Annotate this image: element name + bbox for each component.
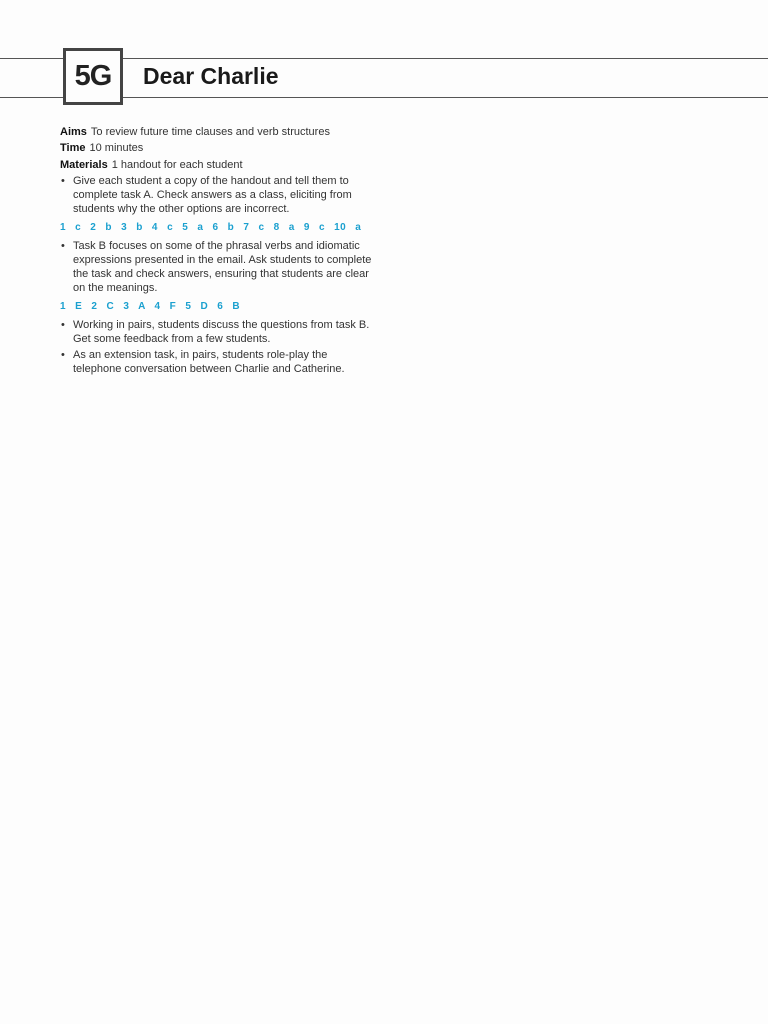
materials-text: 1 handout for each student — [111, 158, 243, 171]
instruction-bullet — [60, 348, 378, 376]
bullet-icon: • — [61, 319, 65, 332]
instruction-text: As an extension task, in pairs, students role-play the telephone conversation between Charlie and Catherine. — [73, 349, 345, 376]
instruction-text: Give each student a copy of the handout and tell them to complete task A. Check answers as a class, eliciting from students why the other options are incorrect. — [73, 175, 352, 216]
instruction-text: Working in pairs, students discuss the questions from task B. Get some feedback from a few students. — [73, 319, 370, 346]
answer-key-task-b: 1 E 2 C 3 A 4 F 5 D 6 B — [60, 301, 241, 313]
answer-key-task-a: 1 c 2 b 3 b 4 c 5 a 6 b 7 c 8 a 9 c 10 a — [60, 222, 362, 234]
instruction-bullet — [60, 239, 378, 295]
bullet-icon: • — [61, 349, 65, 362]
instruction-bullet — [60, 174, 378, 216]
time-line — [60, 141, 378, 155]
aims-line — [60, 125, 378, 139]
instruction-bullet — [60, 318, 378, 346]
bullet-icon: • — [61, 175, 65, 188]
materials-label: Materials — [60, 158, 108, 171]
time-text: 10 minutes — [89, 142, 144, 155]
teacher-notes — [60, 125, 378, 376]
aims-label: Aims — [60, 126, 87, 138]
page-title: Dear Charlie — [143, 63, 279, 89]
aims-text: To review future time clauses and verb structures — [90, 126, 330, 138]
section-badge: 5G — [63, 48, 123, 105]
instruction-text: Task B focuses on some of the phrasal verbs and idiomatic expressions presented in the email. Ask students to complete the task and check answers, ensuring that students are clear on the meanings. — [73, 240, 372, 295]
materials-line — [60, 158, 378, 172]
bullet-icon: • — [61, 240, 65, 253]
time-label: Time — [60, 142, 86, 155]
